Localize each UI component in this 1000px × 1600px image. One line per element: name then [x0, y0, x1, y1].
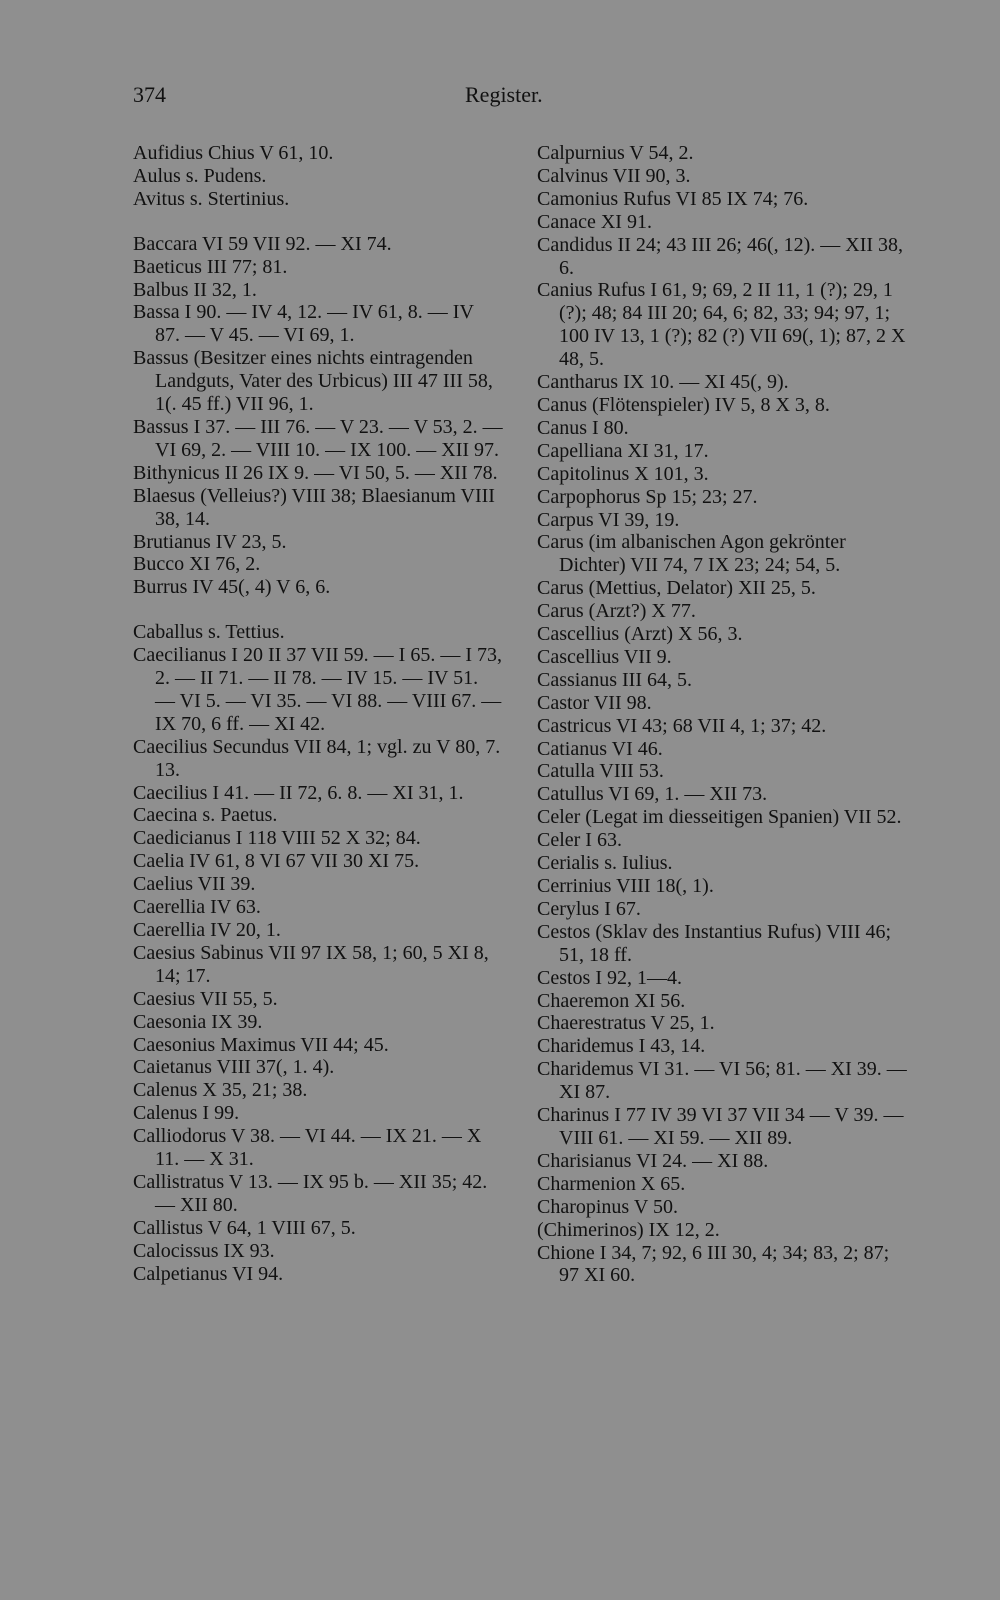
index-entry: Charidemus I 43, 14. [537, 1035, 706, 1058]
index-entry: Cerrinius VIII 18(, 1). [537, 875, 714, 897]
index-entry: Carpophorus Sp 15; 23; 27. [537, 485, 758, 508]
index-entry: Baeticus III 77; 81. [133, 255, 288, 278]
index-entry: Candidus II 24; 43 III 26; 46(, 12). — XII 38, 6. [537, 233, 904, 279]
index-entry: Caecilius Secundus VII 84, 1; vgl. zu V 80, 7. 13. [133, 735, 501, 781]
index-entry: Celer I 63. [537, 829, 622, 852]
index-entry: Charopinus V 50. [537, 1195, 678, 1218]
page-number: 374 [133, 82, 166, 107]
index-entry: Balbus II 32, 1. [133, 278, 257, 301]
index-entry: Calliodorus V 38. — VI 44. — IX 21. — X 11. — X 31. [133, 1125, 482, 1171]
index-entry: Caietanus VIII 37(, 1. 4). [133, 1056, 335, 1079]
index-entry: Caballus s. Tettius. [133, 621, 285, 644]
index-entry: Camonius Rufus VI 85 IX 74; 76. [537, 187, 809, 210]
index-entry: Chione I 34, 7; 92, 6 III 30, 4; 34; 83, 2; 87; 97 XI 60. [537, 1241, 890, 1287]
index-entry: Calvinus VII 90, 3. [537, 164, 691, 187]
index-entry: Capitolinus X 101, 3. [537, 462, 709, 485]
index-entry: Chaerestratus V 25, 1. [537, 1012, 715, 1035]
page-header [133, 82, 563, 116]
index-entry: Calpurnius V 54, 2. [537, 142, 694, 164]
index-column-right [537, 142, 907, 1287]
index-entry: Carpus VI 39, 19. [537, 508, 680, 531]
index-entry: Canus (Flötenspieler) IV 5, 8 X 3, 8. [537, 393, 830, 416]
index-entry: Castricus VI 43; 68 VII 4, 1; 37; 42. [537, 714, 827, 737]
index-entry: Cascellius (Arzt) X 56, 3. [537, 623, 743, 646]
index-entry: Chaeremon XI 56. [537, 989, 686, 1012]
index-entry: Caesonius Maximus VII 44; 45. [133, 1033, 389, 1056]
index-entry: Bithynicus II 26 IX 9. — VI 50, 5. — XII 78. [133, 461, 498, 484]
index-entry: Bucco XI 76, 2. [133, 553, 261, 576]
index-entry: Calenus I 99. [133, 1102, 240, 1125]
index-entry: Charisianus VI 24. — XI 88. [537, 1149, 769, 1172]
index-entry: Calpetianus VI 94. [133, 1262, 284, 1285]
index-entry: Callistus V 64, 1 VIII 67, 5. [133, 1216, 356, 1239]
index-entry: Calocissus IX 93. [133, 1239, 275, 1262]
index-entry: Cerylus I 67. [537, 897, 641, 920]
index-entry: Bassa I 90. — IV 4, 12. — IV 61, 8. — IV 87. — V 45. — VI 69, 1. [133, 301, 474, 347]
index-entry: Caedicianus I 118 VIII 52 X 32; 84. [133, 827, 421, 850]
index-entry: Bassus I 37. — III 76. — V 23. — V 53, 2. — VI 69, 2. — VIII 10. — IX 100. — XII 97. [133, 415, 503, 461]
index-entry: Cestos I 92, 1—4. [537, 966, 682, 989]
index-entry: Caerellia IV 63. [133, 896, 261, 919]
index-column-left [133, 142, 503, 1286]
index-entry: Carus (im albanischen Agon gekrönter Dichter) VII 74, 7 IX 23; 24; 54, 5. [537, 531, 846, 577]
index-entry: Caelius VII 39. [133, 873, 256, 896]
index-entry: Cerialis s. Iulius. [537, 852, 673, 875]
index-entry: Caesius Sabinus VII 97 IX 58, 1; 60, 5 XI 8, 14; 17. [133, 941, 489, 987]
index-entry: Cascellius VII 9. [537, 645, 672, 668]
index-entry: Catianus VI 46. [537, 737, 663, 760]
index-entry: Canus I 80. [537, 416, 629, 439]
index-entry: Avitus s. Stertinius. [133, 187, 290, 210]
index-entry: Calenus X 35, 21; 38. [133, 1079, 308, 1102]
index-entry: Aufidius Chius V 61, 10. [133, 142, 334, 164]
index-entry: Caecilianus I 20 II 37 VII 59. — I 65. — I 73, 2. — II 71. — II 78. — IV 15. — IV 51. — VI 5. — VI 35. — VI 88. — VIII 67. — IX 70, 6 ff. — XI 42. [133, 644, 503, 735]
index-entry: Carus (Mettius, Delator) XII 25, 5. [537, 577, 816, 600]
index-entry: Cestos (Sklav des Instantius Rufus) VIII 46; 51, 18 ff. [537, 920, 892, 966]
index-entry: Blaesus (Velleius?) VIII 38; Blaesianum VIII 38, 14. [133, 484, 495, 530]
index-entry: Charinus I 77 IV 39 VI 37 VII 34 — V 39. — VIII 61. — XI 59. — XII 89. [537, 1104, 904, 1149]
index-entry: Celer (Legat im diesseitigen Spanien) VII 52. [537, 806, 902, 829]
index-entry: Callistratus V 13. — IX 95 b. — XII 35; 42. — XII 80. [133, 1170, 488, 1216]
index-entry: Bassus (Besitzer eines nichts eintragenden Landguts, Vater des Urbicus) III 47 III 58, 1(. 45 ff.) VII 96, 1. [133, 347, 493, 416]
index-entry: Brutianus IV 23, 5. [133, 530, 287, 553]
index-entry: Burrus IV 45(, 4) V 6, 6. [133, 576, 331, 599]
index-entry: Caesius VII 55, 5. [133, 987, 278, 1010]
index-entry: Caecina s. Paetus. [133, 804, 278, 827]
index-entry: Caecilius I 41. — II 72, 6. 8. — XI 31, 1. [133, 781, 464, 804]
index-entry: Carus (Arzt?) X 77. [537, 600, 696, 623]
index-entry: Catullus VI 69, 1. — XII 73. [537, 783, 768, 806]
index-entry: (Chimerinos) IX 12, 2. [537, 1218, 720, 1241]
index-entry: Catulla VIII 53. [537, 760, 664, 783]
index-entry: Canace XI 91. [537, 210, 652, 233]
index-entry: Canius Rufus I 61, 9; 69, 2 II 11, 1 (?); 29, 1 (?); 48; 84 III 20; 64, 6; 82, 33; 94; 97, 1; 100 IV 13, 1 (?); 82 (?) VII 69(, 1); 87, 2 X 48, 5. [537, 279, 906, 371]
index-entry: Cassianus III 64, 5. [537, 668, 692, 691]
index-entry: Castor VII 98. [537, 691, 652, 714]
index-entry: Aulus s. Pudens. [133, 164, 267, 187]
index-entry: Cantharus IX 10. — XI 45(, 9). [537, 371, 789, 394]
index-entry: Capelliana XI 31, 17. [537, 439, 709, 462]
index-entry: Charidemus VI 31. — VI 56; 81. — XI 39. — XI 87. [537, 1058, 907, 1104]
index-entry: Caerellia IV 20, 1. [133, 919, 281, 941]
running-title: Register. [465, 82, 543, 107]
index-entry: Baccara VI 59 VII 92. — XI 74. [133, 232, 392, 255]
index-entry: Caesonia IX 39. [133, 1010, 263, 1033]
index-entry: Caelia IV 61, 8 VI 67 VII 30 XI 75. [133, 850, 420, 873]
index-entry: Charmenion X 65. [537, 1172, 686, 1195]
